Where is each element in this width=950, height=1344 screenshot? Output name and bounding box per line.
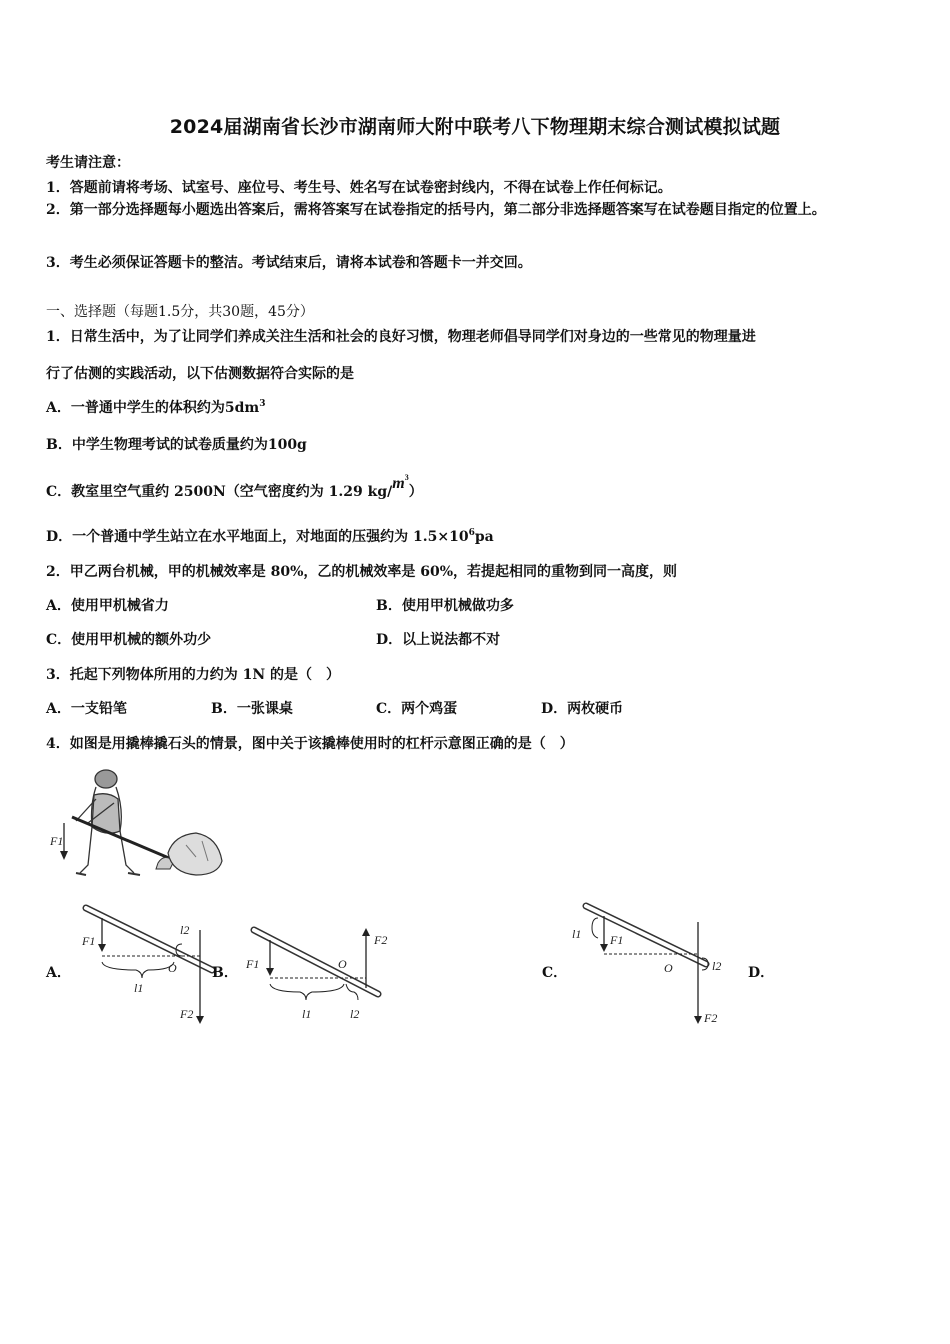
scene-f1-label: F1 [50,834,64,848]
q3-option-b[interactable]: B．一张课桌 [211,701,293,717]
b-f2: F2 [374,933,388,947]
notice-item-1: 1．答题前请将考场、试室号、座位号、考生号、姓名写在试卷密封线内，不得在试卷上作任何标记。 [46,180,672,196]
crowbar-scene-figure [46,765,226,880]
notice-item-3: 3．考生必须保证答题卡的整洁。考试结束后，请将本试卷和答题卡一并交回。 [46,255,532,271]
a-o: O [168,961,177,975]
q4-option-b-label[interactable]: B． [212,965,238,981]
section-heading: 一、选择题（每题1.5分，共30题，45分） [46,304,314,320]
q2-option-d[interactable]: D．以上说法都不对 [376,632,501,648]
q1-stem-line2: 行了估测的实践活动，以下估测数据符合实际的是 [46,366,354,382]
c-o: O [664,961,673,975]
q4-option-a-label[interactable]: A． [46,965,71,981]
c-f2: F2 [704,1011,718,1025]
q2-option-c[interactable]: C．使用甲机械的额外功少 [46,632,212,648]
b-l1: l1 [302,1007,312,1021]
q2-stem: 2．甲乙两台机械，甲的机械效率是 80%，乙的机械效率是 60%，若提起相同的重物到同一高度，则 [46,564,678,580]
c-l2: l2 [712,959,722,973]
b-l2: l2 [350,1007,360,1021]
q1-option-a[interactable]: A．一普通中学生的体积约为$5dm^3$ [46,399,266,416]
unit-m3: $m^3$ [392,473,409,492]
q3-stem: 3．托起下列物体所用的力约为 1N 的是（ ） [46,667,341,683]
q1-option-b[interactable]: B．中学生物理考试的试卷质量约为100g [46,437,307,453]
c-l1: l1 [572,927,582,941]
b-f1: F1 [246,957,260,971]
q2-option-b[interactable]: B．使用甲机械做功多 [376,598,514,614]
q3-option-d[interactable]: D．两枚硬币 [541,701,624,717]
notice-heading: 考生请注意： [46,155,130,171]
q4-option-c-figure[interactable] [566,898,736,1028]
a-f1: F1 [82,934,96,948]
q4-option-c-label[interactable]: C． [542,965,568,981]
q3-option-c[interactable]: C．两个鸡蛋 [376,701,458,717]
q4-option-b-figure[interactable] [238,918,398,1028]
notice-item-2: 2．第一部分选择题每小题选出答案后，需将答案写在试卷指定的括号内，第二部分非选择题答案写在试卷题目指定的位置上。 [46,202,826,218]
q4-option-a-figure[interactable] [72,900,222,1025]
a-l1: l1 [134,981,144,995]
c-f1: F1 [610,933,624,947]
a-l2: l2 [180,923,190,937]
a-f2: F2 [180,1007,194,1021]
q3-option-a[interactable]: A．一支铅笔 [46,701,127,717]
q4-stem: 4．如图是用撬棒撬石头的情景，图中关于该撬棒使用时的杠杆示意图正确的是（ ） [46,736,574,752]
page-title: 2024届湖南省长沙市湖南师大附中联考八下物理期末综合测试模拟试题 [169,116,781,138]
q1-option-c[interactable]: C．教室里空气重约 2500N（空气密度约为 1.29 $kg/m^3$） [46,473,423,500]
b-o: O [338,957,347,971]
q1-stem-line1: 1．日常生活中，为了让同学们养成关注生活和社会的良好习惯，物理老师倡导同学们对身边的一些常见的物理量进 [46,329,756,345]
q1-option-d[interactable]: D．一个普通中学生站立在水平地面上，对地面的压强约为 $1.5\times 10^6pa$ [46,528,494,545]
q4-option-d-label[interactable]: D． [748,965,775,981]
q2-option-a[interactable]: A．使用甲机械省力 [46,598,169,614]
